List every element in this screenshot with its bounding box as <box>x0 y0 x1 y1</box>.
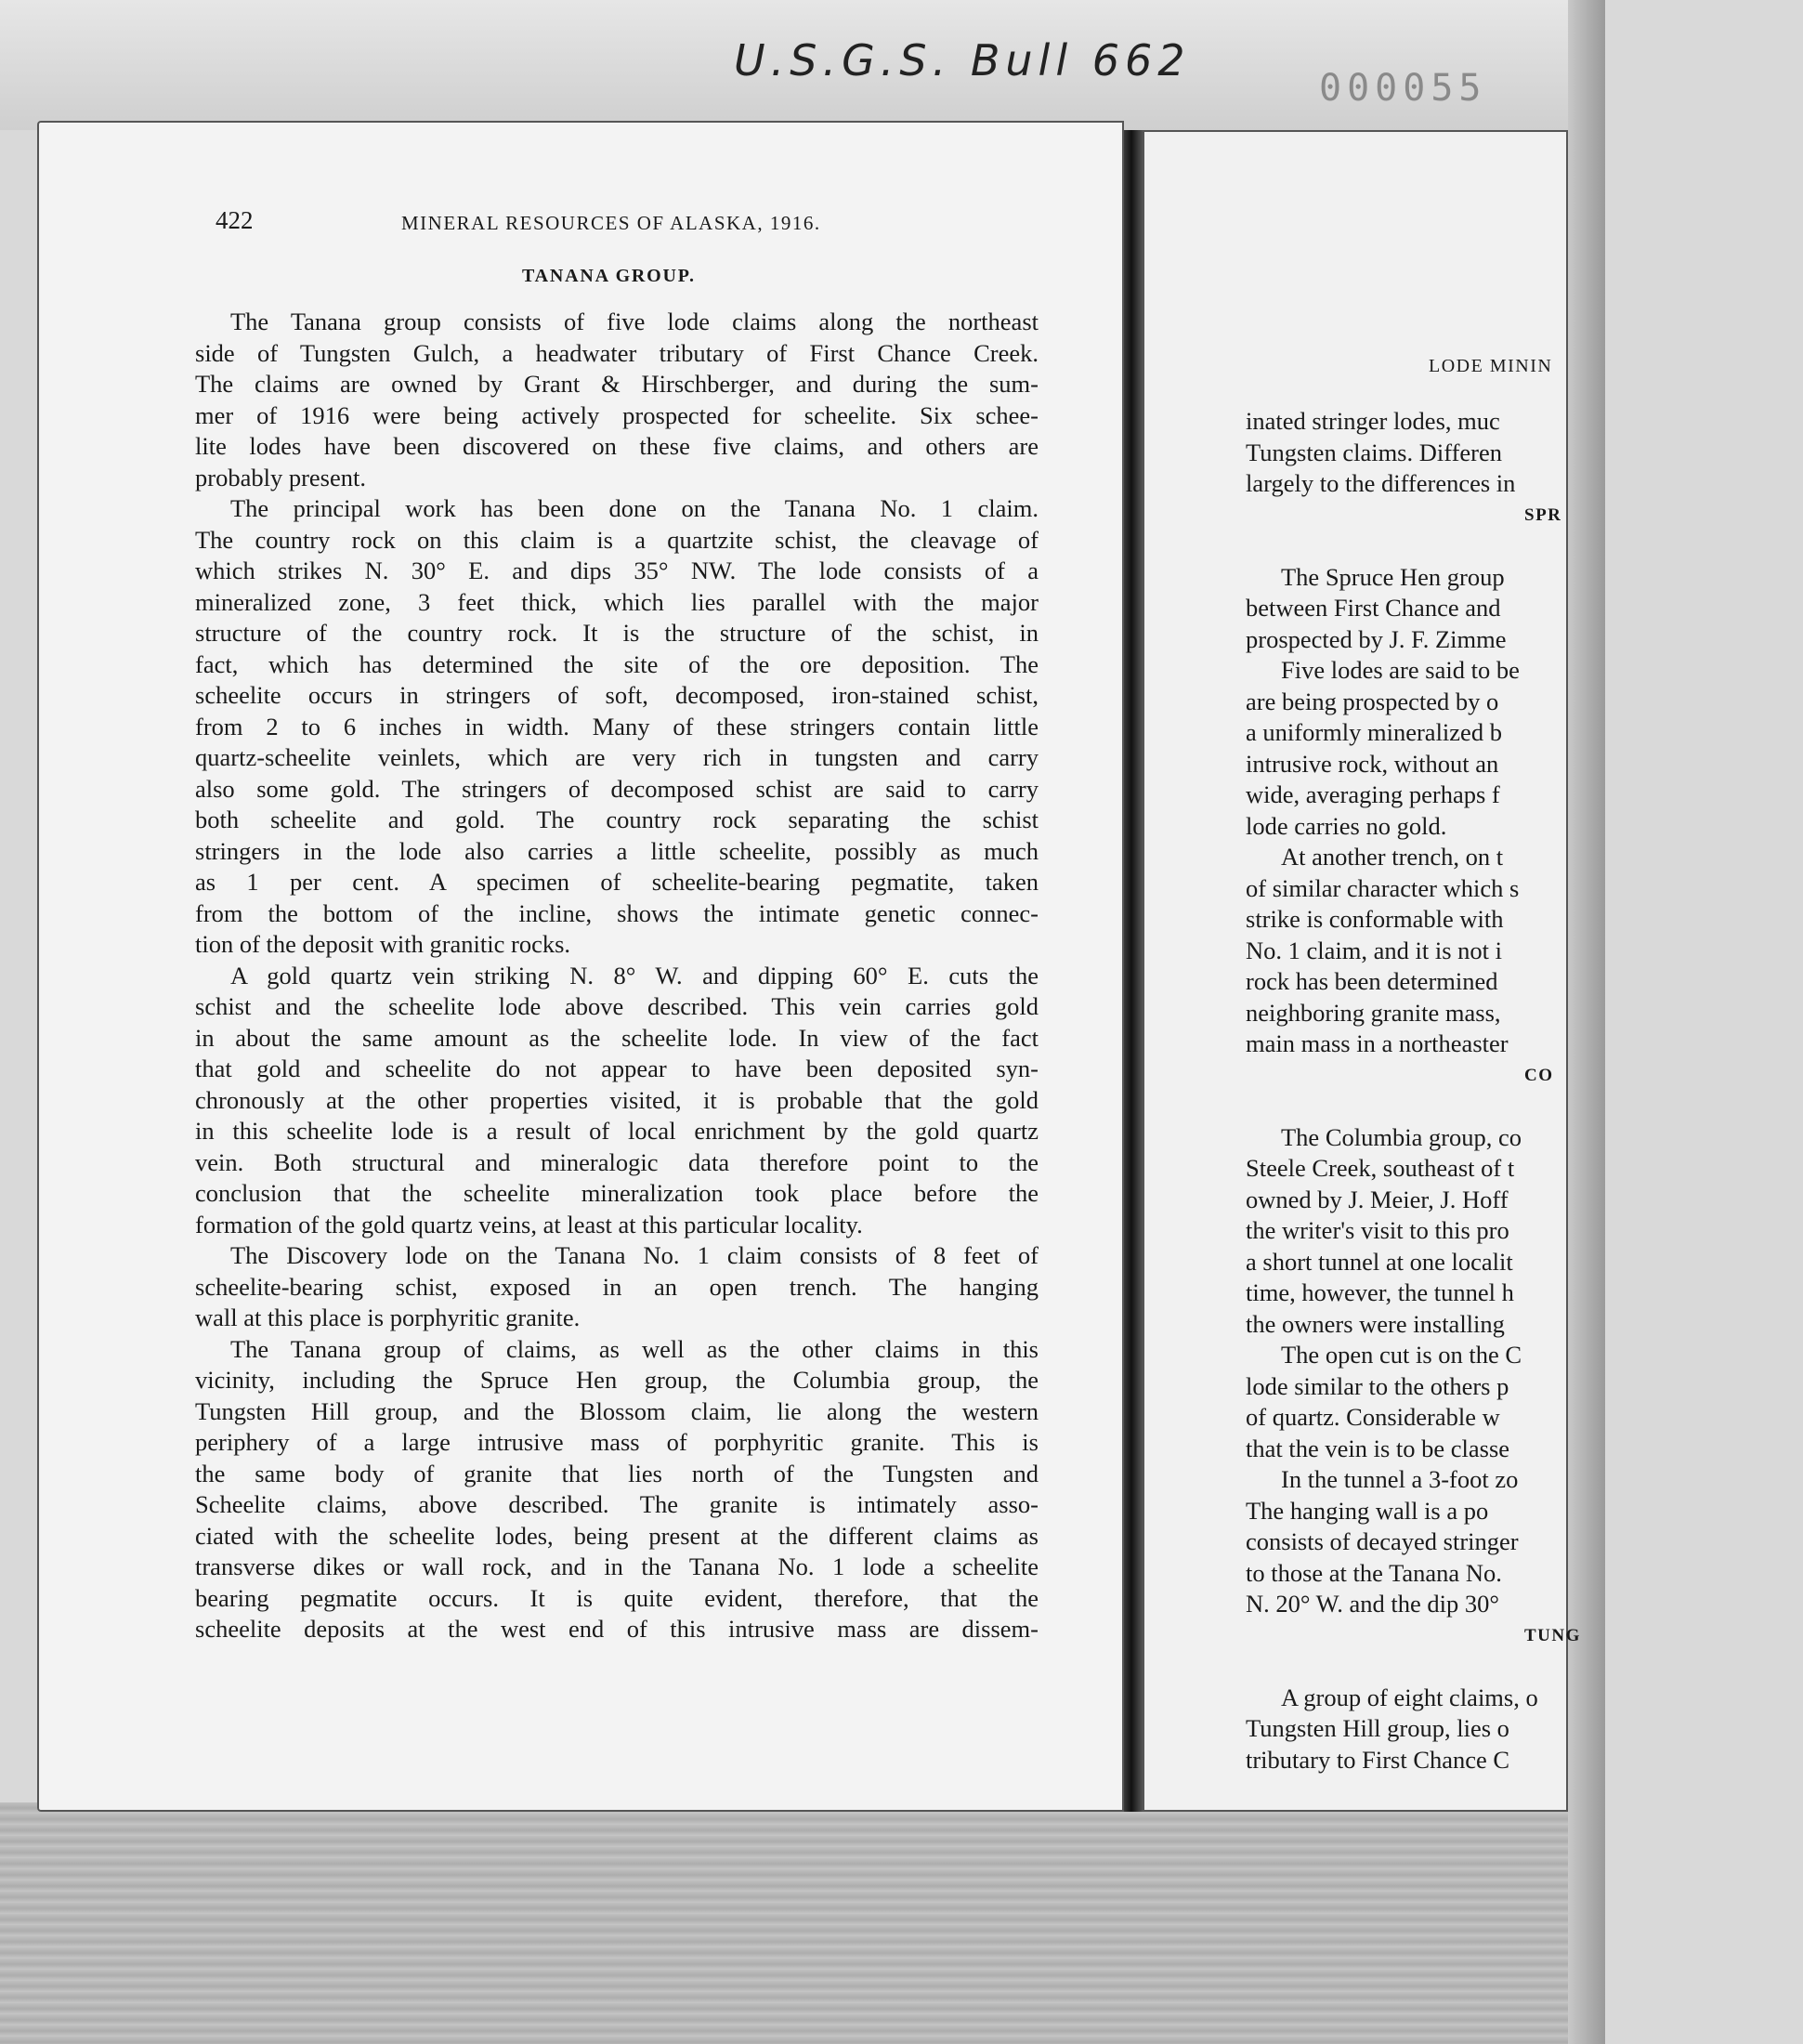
text-line-fragment: Tungsten Hill group, lies o <box>1246 1714 1509 1742</box>
text-line-fragment: of similar character which s <box>1246 873 1520 902</box>
section-heading-fragment: CO <box>1524 1065 1554 1085</box>
text-line-fragment: time, however, the tunnel h <box>1246 1278 1514 1306</box>
text-line: A gold quartz vein striking N. 8° W. and dipping 60° E. cuts the <box>230 961 1039 989</box>
text-line-fragment: wide, averaging perhaps f <box>1246 780 1500 808</box>
text-line: transverse dikes or wall rock, and in the Tanana No. 1 lode a scheelite <box>195 1553 1039 1580</box>
text-line-fragment: neighboring granite mass, <box>1246 998 1501 1027</box>
text-line: ciated with the scheelite lodes, being present at the different claims as <box>195 1521 1039 1550</box>
text-line: The Discovery lode on the Tanana No. 1 claim consists of 8 feet of <box>230 1241 1039 1269</box>
text-line-fragment: lode carries no gold. <box>1246 811 1447 840</box>
text-line: The principal work has been done on the Tanana No. 1 claim. <box>230 494 1039 522</box>
text-line-fragment: inated stringer lodes, muc <box>1246 407 1500 435</box>
text-line: in about the same amount as the scheelite lode. In view of the fact <box>195 1023 1039 1052</box>
text-line: scheelite-bearing schist, exposed in an open trench. The hanging <box>195 1272 1039 1301</box>
text-line-fragment: The hanging wall is a po <box>1246 1496 1489 1525</box>
text-line: mineralized zone, 3 feet thick, which lies parallel with the major <box>195 587 1039 616</box>
text-line-fragment <box>1246 1091 1803 1122</box>
text-line: both scheelite and gold. The country rock separating the schist <box>195 806 1039 833</box>
text-line-fragment: lode similar to the others p <box>1246 1371 1509 1400</box>
text-line: side of Tungsten Gulch, a headwater tributary of First Chance Creek. <box>195 338 1039 367</box>
text-line-fragment: between First Chance and <box>1246 594 1501 622</box>
text-line-fragment: owned by J. Meier, J. Hoff <box>1246 1185 1509 1213</box>
text-line: quartz-scheelite veinlets, which are very rich in tungsten and carry <box>195 743 1039 771</box>
text-line: conclusion that the scheelite mineralization took place before the <box>195 1179 1039 1207</box>
text-line: tion of the deposit with granitic rocks. <box>195 930 571 958</box>
text-line: which strikes N. 30° E. and dips 35° NW. The lode consists of a <box>195 557 1039 584</box>
text-line-fragment: N. 20° W. and the dip 30° <box>1246 1590 1499 1618</box>
scan-bottom-shadow <box>0 1802 1605 2044</box>
text-line: mer of 1916 were being actively prospected for scheelite. Six schee- <box>195 400 1039 429</box>
text-line-fragment: A group of eight claims, o <box>1281 1683 1538 1711</box>
text-line-fragment: a short tunnel at one localit <box>1246 1247 1513 1276</box>
text-line: periphery of a large intrusive mass of porphyritic granite. This is <box>195 1428 1039 1456</box>
text-line-fragment: a uniformly mineralized b <box>1246 718 1502 746</box>
text-line-fragment: the writer's visit to this pro <box>1246 1216 1509 1244</box>
text-line: wall at this place is porphyritic granite. <box>195 1304 581 1331</box>
section-heading-fragment: TUNG <box>1524 1625 1581 1645</box>
text-line-fragment <box>1246 1651 1803 1683</box>
section-heading-fragment: SPR <box>1524 504 1562 525</box>
text-line-fragment: The Columbia group, co <box>1281 1122 1522 1151</box>
text-line-fragment: The open cut is on the C <box>1281 1341 1522 1369</box>
handwritten-note: U.S.G.S. Bull 662 <box>734 35 1191 85</box>
text-line: in this scheelite lode is a result of local enrichment by the gold quartz <box>195 1117 1039 1145</box>
section-title: TANANA GROUP. <box>522 266 696 286</box>
text-line: the same body of granite that lies north of the Tungsten and <box>195 1459 1039 1487</box>
running-head: MINERAL RESOURCES OF ALASKA, 1916. <box>401 212 821 234</box>
text-line: The claims are owned by Grant & Hirschberger, and during the sum- <box>195 370 1039 398</box>
text-line: vein. Both structural and mineralogic data therefore point to the <box>195 1147 1039 1176</box>
text-line: structure of the country rock. It is the structure of the schist, in <box>195 619 1039 647</box>
text-line: scheelite deposits at the west end of this intrusive mass are dissem- <box>195 1615 1039 1643</box>
book-gutter <box>1124 130 1143 1812</box>
text-line-fragment: are being prospected by o <box>1246 687 1499 715</box>
right-page <box>1143 130 1581 1812</box>
text-line: from the bottom of the incline, shows the intimate genetic connec- <box>195 898 1039 927</box>
text-line: fact, which has determined the site of the ore deposition. The <box>195 649 1039 678</box>
text-line: The Tanana group of claims, as well as the other claims in this <box>230 1334 1039 1363</box>
text-line-fragment: At another trench, on t <box>1281 843 1504 871</box>
text-line-fragment: largely to the differences in <box>1246 469 1516 497</box>
text-line-fragment: prospected by J. F. Zimme <box>1246 624 1507 653</box>
text-line-fragment <box>1246 531 1803 562</box>
text-line: vicinity, including the Spruce Hen group, the Columbia group, the <box>195 1366 1039 1394</box>
text-line-fragment: In the tunnel a 3-foot zo <box>1281 1465 1519 1493</box>
text-line-fragment: Steele Creek, southeast of t <box>1246 1154 1515 1182</box>
page-number: 422 <box>216 206 254 234</box>
text-line: The country rock on this claim is a quartzite schist, the cleavage of <box>195 525 1039 554</box>
archive-stamp-number: 000055 <box>1319 67 1487 110</box>
text-line-fragment: Five lodes are said to be <box>1281 656 1520 684</box>
text-line-fragment: No. 1 claim, and it is not i <box>1246 936 1503 964</box>
text-line-fragment: Tungsten claims. Differen <box>1246 438 1503 466</box>
right-page-text <box>1246 406 1803 1775</box>
text-line-fragment: tributary to First Chance C <box>1246 1745 1510 1774</box>
text-line: chronously at the other properties visited, it is probable that the gold <box>195 1085 1039 1114</box>
text-line-fragment: the owners were installing <box>1246 1309 1505 1338</box>
text-line-fragment: main mass in a northeaster <box>1246 1029 1509 1057</box>
text-line: that gold and scheelite do not appear to have been deposited syn- <box>195 1055 1039 1082</box>
text-line: bearing pegmatite occurs. It is quite evident, therefore, that the <box>195 1583 1039 1612</box>
text-line: formation of the gold quartz veins, at least at this particular locality. <box>195 1210 863 1238</box>
text-line: Tungsten Hill group, and the Blossom claim, lie along the western <box>195 1396 1039 1425</box>
text-line: lite lodes have been discovered on these five claims, and others are <box>195 432 1039 460</box>
text-line-fragment: strike is conformable with <box>1246 905 1504 933</box>
right-running-head: LODE MININ <box>1429 356 1553 376</box>
text-line: also some gold. The stringers of decomposed schist are said to carry <box>195 774 1039 803</box>
text-line: from 2 to 6 inches in width. Many of these stringers contain little <box>195 712 1039 740</box>
text-line-fragment: that the vein is to be classe <box>1246 1434 1510 1462</box>
left-page-text <box>195 307 1039 1645</box>
text-line: scheelite occurs in stringers of soft, decomposed, iron-stained schist, <box>195 681 1039 709</box>
text-line: probably present. <box>195 463 366 491</box>
text-line: Scheelite claims, above described. The granite is intimately asso- <box>195 1490 1039 1518</box>
text-line: The Tanana group consists of five lode claims along the northeast <box>230 308 1039 335</box>
text-line-fragment: of quartz. Considerable w <box>1246 1403 1500 1431</box>
text-line: schist and the scheelite lode above described. This vein carries gold <box>195 992 1039 1020</box>
text-line-fragment: to those at the Tanana No. <box>1246 1558 1502 1587</box>
text-line: as 1 per cent. A specimen of scheelite-bearing pegmatite, taken <box>195 868 1039 896</box>
text-line-fragment: rock has been determined <box>1246 967 1498 995</box>
text-line-fragment: intrusive rock, without an <box>1246 749 1499 778</box>
text-line-fragment: The Spruce Hen group <box>1281 562 1505 591</box>
text-line: stringers in the lode also carries a little scheelite, possibly as much <box>195 836 1039 865</box>
text-line-fragment: consists of decayed stringer <box>1246 1527 1519 1555</box>
